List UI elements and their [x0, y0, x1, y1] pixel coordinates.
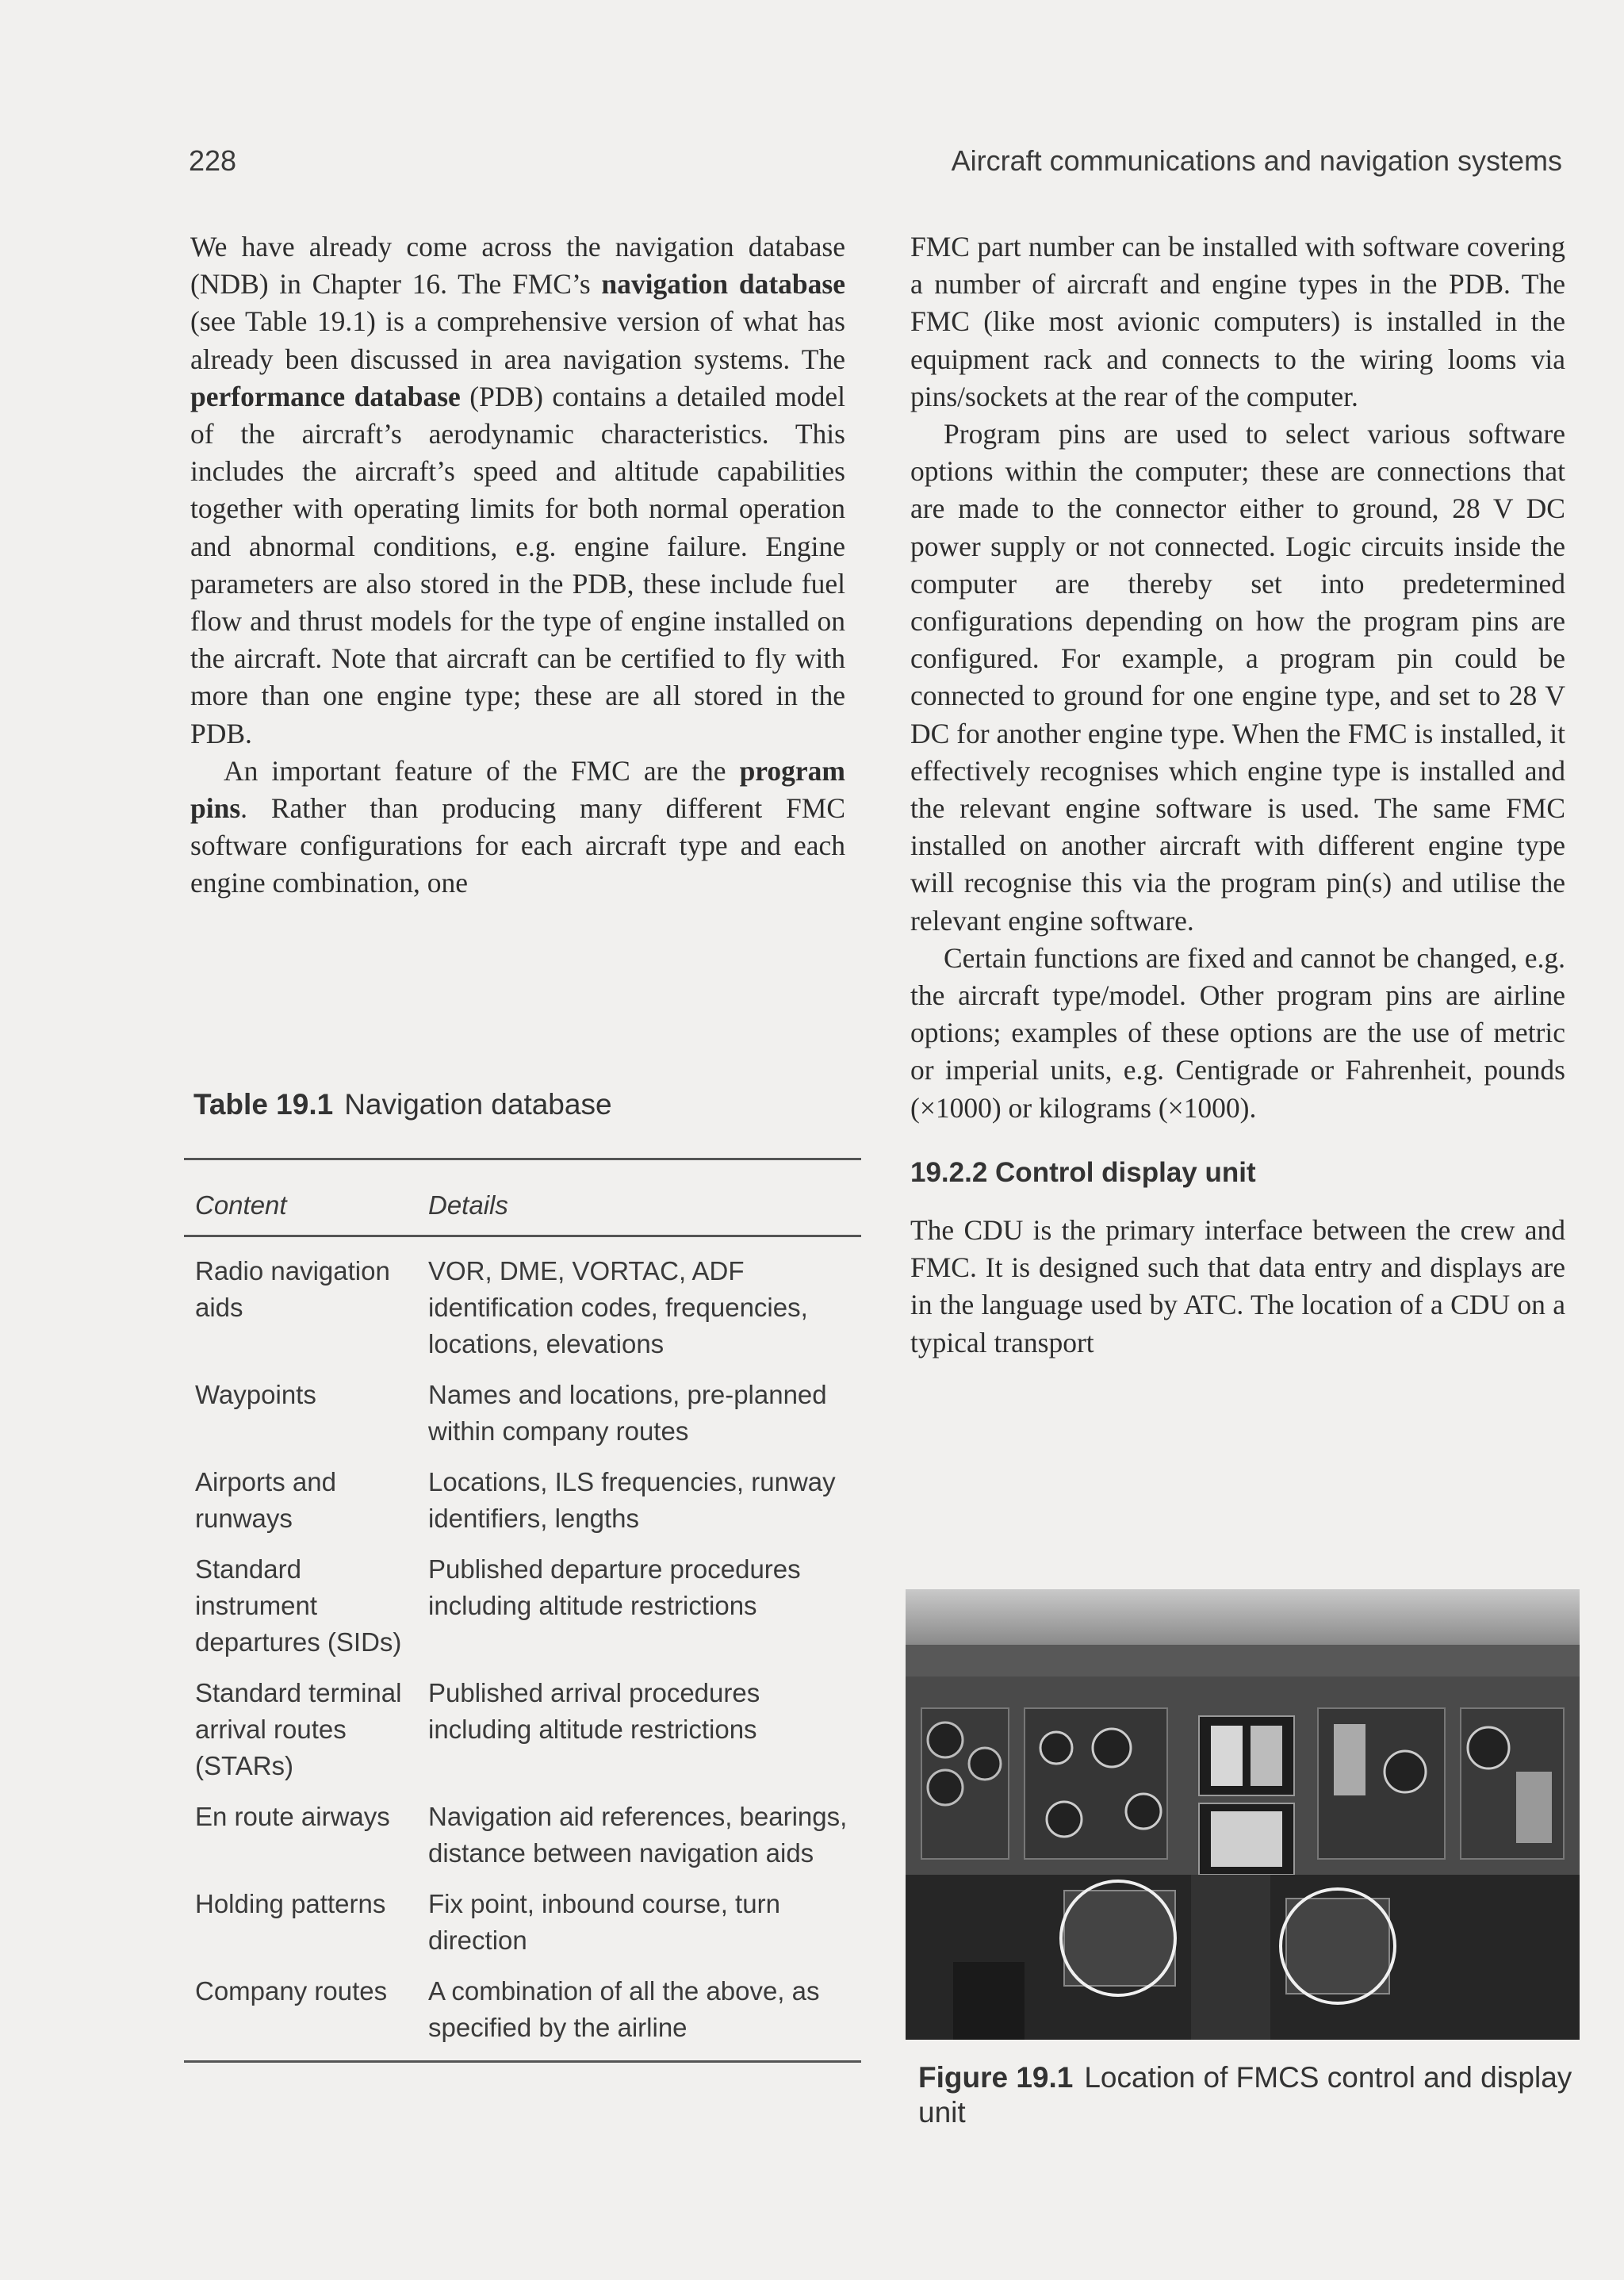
cockpit-photo-illustration — [906, 1589, 1580, 2040]
paragraph: FMC part number can be installed with software covering a number of aircraft and engine types in the PDB. The FMC (like most avionic computers) is installed in the equipment rack and connects to the wiring looms via pins/sockets at the rear of the computer. — [910, 231, 1565, 412]
cell-details: Published departure procedures including altitude restrictions — [428, 1554, 801, 1620]
cockpit-photo — [906, 1589, 1580, 2040]
table-row — [184, 1245, 861, 1369]
cell-details: Navigation aid references, bearings, distance between navigation aids — [428, 1802, 848, 1868]
section-heading: 19.2.2 Control display unit — [910, 1156, 1256, 1188]
cell-content: Waypoints — [195, 1380, 316, 1409]
column-header-content: Content — [195, 1190, 287, 1220]
table-row — [184, 1878, 861, 1965]
left-column — [190, 228, 845, 902]
right-column — [910, 228, 1565, 1362]
table-row — [184, 1667, 861, 1791]
cell-content: Radio navigation aids — [195, 1256, 390, 1322]
cell-details: A combination of all the above, as specified by the airline — [428, 1976, 820, 2042]
cell-content: Standard terminal arrival routes (STARs) — [195, 1678, 402, 1780]
table-label: Table 19.1 — [193, 1088, 334, 1121]
cell-details: Published arrival procedures including altitude restrictions — [428, 1678, 760, 1744]
running-title: Aircraft communications and navigation systems — [951, 144, 1562, 177]
term-program-pins: program pins — [190, 754, 845, 825]
term-navigation-database: navigation database — [601, 268, 845, 301]
table-header-row — [184, 1160, 861, 1237]
cell-content: Holding patterns — [195, 1889, 386, 1918]
figure-label: Figure 19.1 — [918, 2061, 1074, 2094]
paragraph: An important feature of the FMC are the program pins. Rather than producing many different FMC software configurations for each aircraft type and each engine combination, one — [190, 754, 845, 899]
table-title: Navigation database — [344, 1088, 612, 1121]
cell-content: Company routes — [195, 1976, 388, 2006]
cell-content: Standard instrument departures (SIDs) — [195, 1554, 402, 1657]
table-body — [184, 1237, 861, 2060]
term-performance-database: performance database — [190, 380, 461, 412]
table-row — [184, 1369, 861, 1456]
column-header-details: Details — [428, 1190, 508, 1220]
cell-details: Fix point, inbound course, turn direction — [428, 1889, 780, 1955]
navigation-database-table — [184, 1158, 861, 2063]
figure-caption-text: Location of FMCS control and display unit — [918, 2061, 1572, 2129]
cell-details: VOR, DME, VORTAC, ADF identification codes, frequencies, locations, elevations — [428, 1256, 808, 1358]
cell-content: En route airways — [195, 1802, 390, 1831]
paragraph: The CDU is the primary interface between the crew and FMC. It is designed such that data entry and displays are in the language used by ATC. The location of a CDU on a typical transport — [910, 1214, 1565, 1358]
cell-details: Names and locations, pre-planned within company routes — [428, 1380, 827, 1446]
table-row — [184, 1456, 861, 1543]
table-row — [184, 1791, 861, 1878]
table-row — [184, 1543, 861, 1667]
cell-content: Airports and runways — [195, 1467, 336, 1533]
figure-caption — [918, 2060, 1584, 2130]
paragraph: We have already come across the navigation database (NDB) in Chapter 16. The FMC’s navigation database (see Table 19.1) is a comprehensive version of what has already been discussed in area navigation systems. The performance database (PDB) contains a detailed model of the aircraft’s aerodynamic characteristics. This includes the aircraft’s speed and altitude capabilities together with operating limits for both normal operation and abnormal conditions, e.g. engine failure. Engine parameters are also stored in the PDB, these include fuel flow and thrust models for the type of engine installed on the aircraft. Note that aircraft can be certified to fly with more than one engine type; these are all stored in the PDB. — [190, 231, 846, 749]
paragraph: Certain functions are fixed and cannot be changed, e.g. the aircraft type/model. Other program pins are airline options; examples of these options are the use of metric or imperial units, e.g. Centigrade or Fahrenheit, pounds (×1000) or kilograms (×1000). — [910, 941, 1565, 1124]
table-caption — [193, 1088, 612, 1121]
page-number: 228 — [189, 144, 237, 177]
paragraph: Program pins are used to select various software options within the computer; these are connections that are made to the connector either to ground, 28 V DC power supply or not connected. Logic circuits inside the computer are thereby set into predetermined configurations depending on how the program pins are configured. For example, a program pin could be connected to ground for one engine type, and set to 28 V DC for another engine type. When the FMC is installed, it effectively recognises which engine type is installed and the relevant engine software is used. The same FMC installed on another aircraft with different engine type will recognise this via the program pin(s) and utilise the relevant engine software. — [910, 418, 1565, 937]
cell-details: Locations, ILS frequencies, runway identifiers, lengths — [428, 1467, 836, 1533]
table-row — [184, 1965, 861, 2052]
